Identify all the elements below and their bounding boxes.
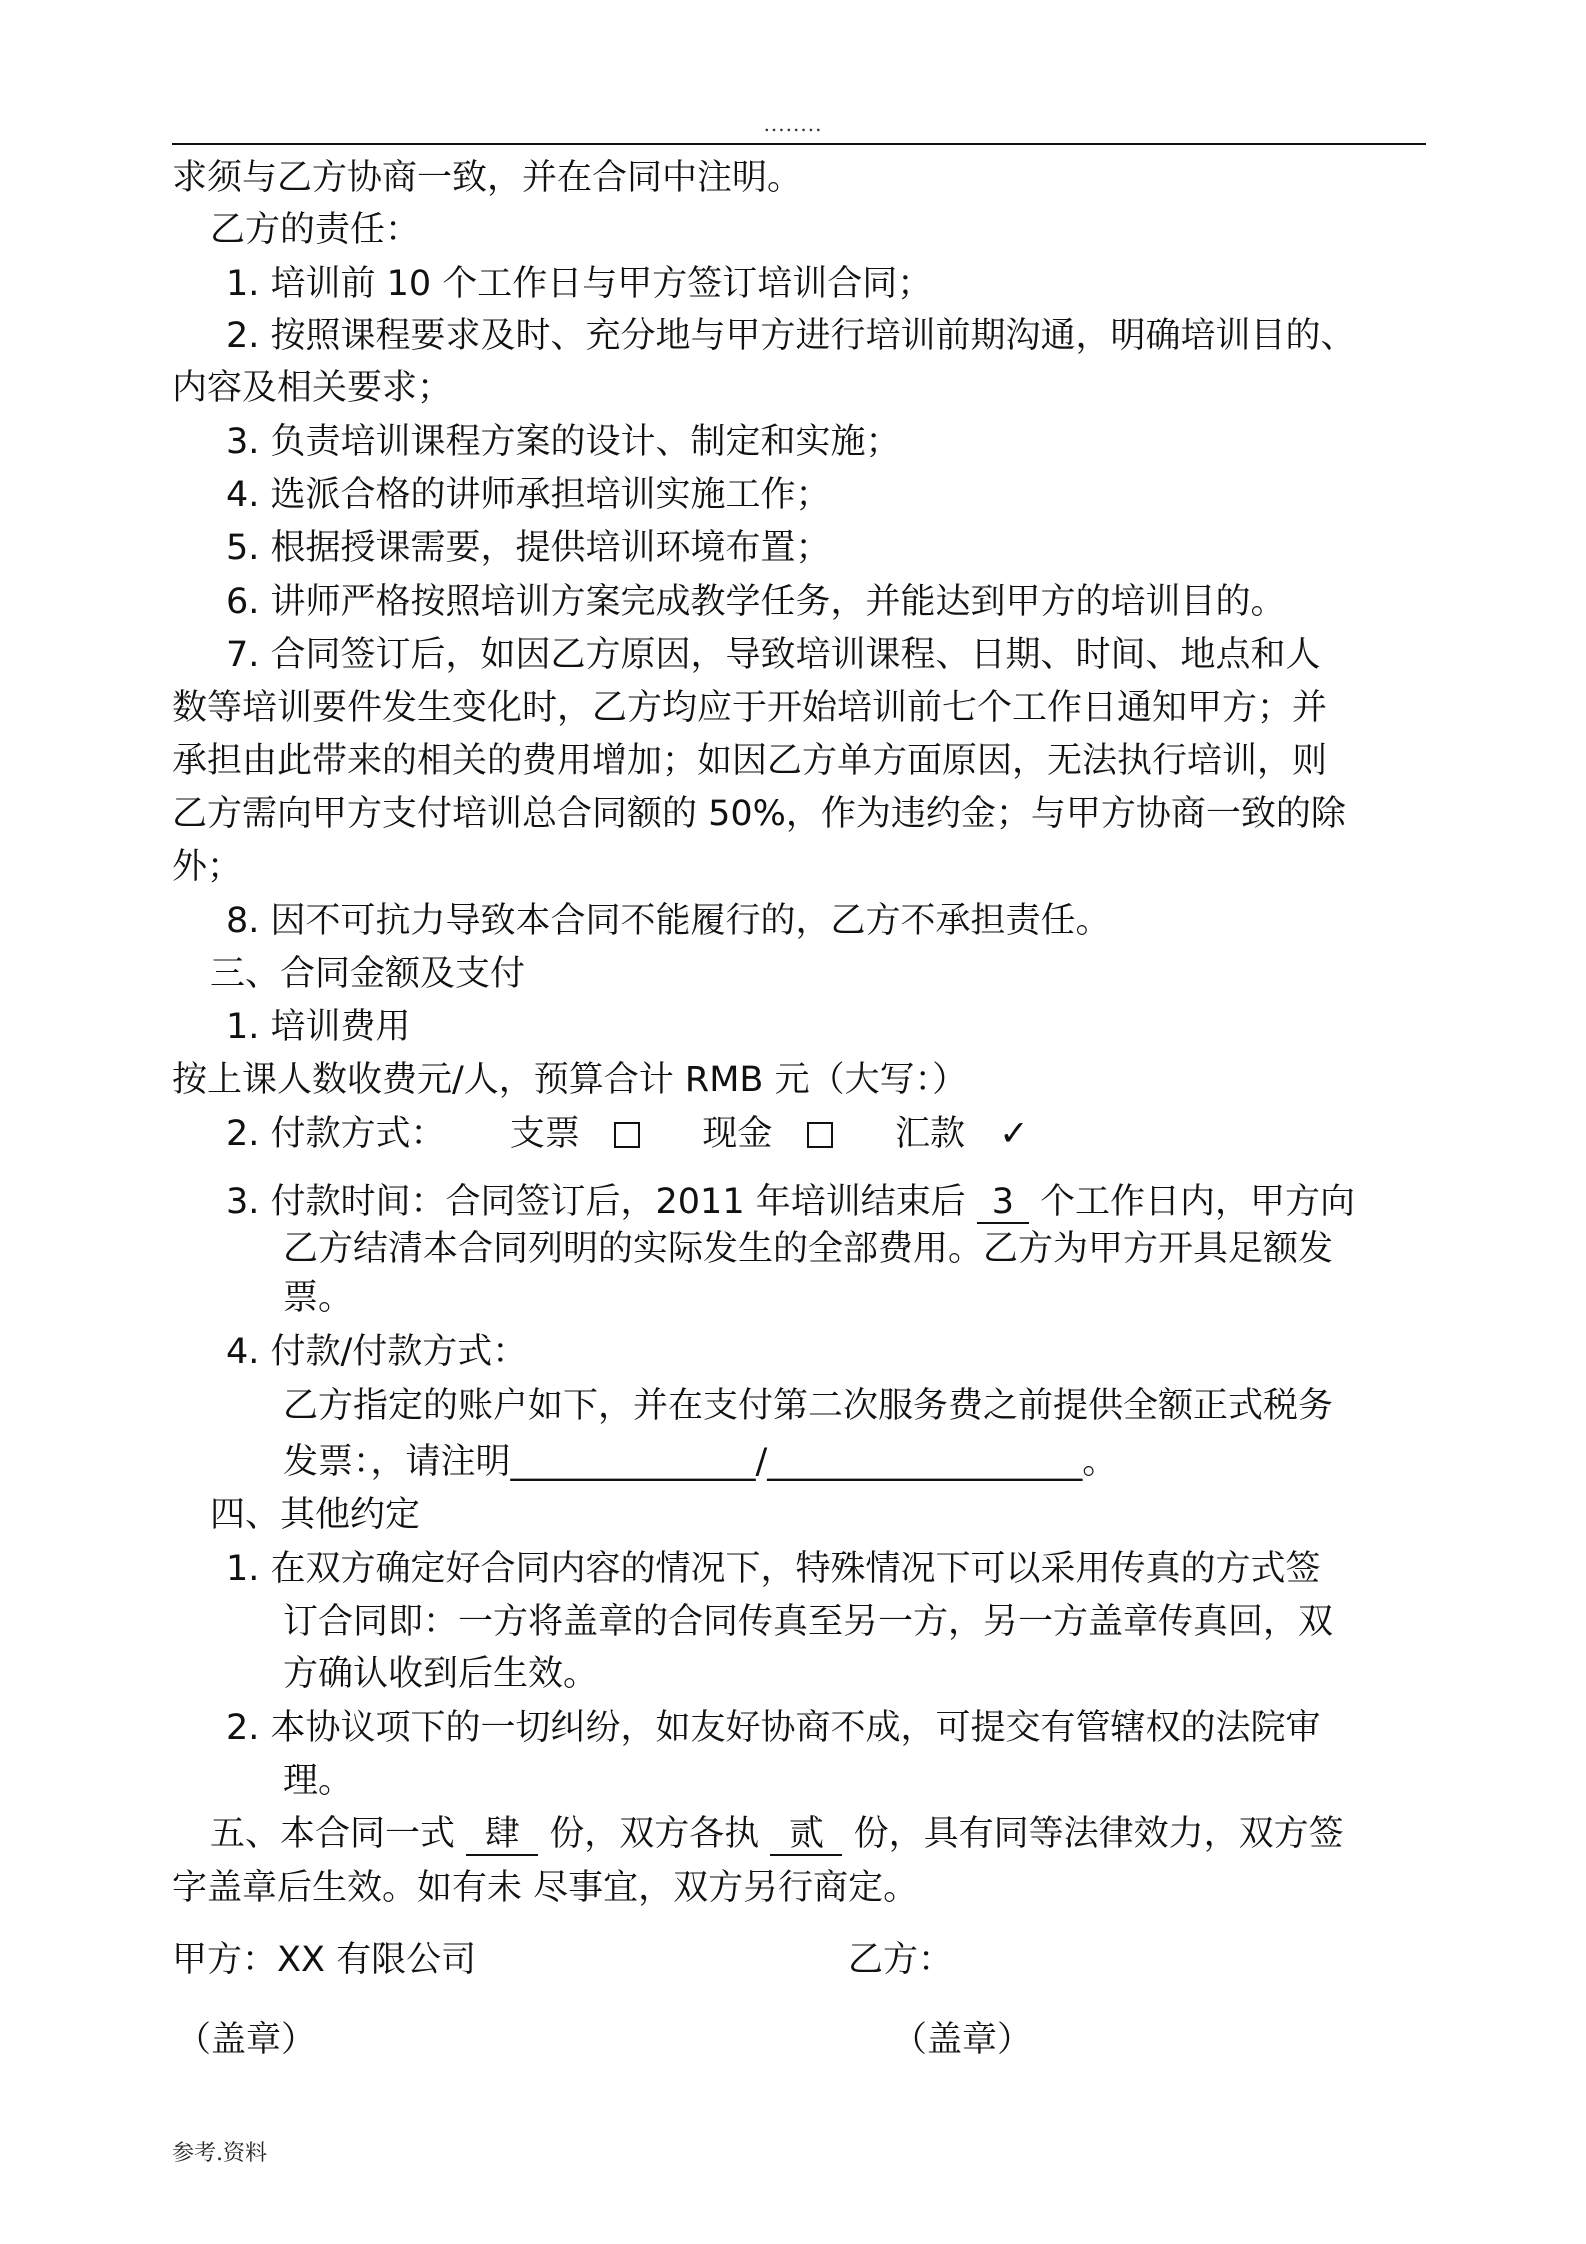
payment-method-label: 2. 付款方式： <box>226 1114 446 1154</box>
list-item: 8. 因不可抗力导致本合同不能履行的，乙方不承担责任。 <box>226 901 1111 941</box>
copies-text: 份，具有同等法律效力，双方签 <box>853 1814 1344 1854</box>
text-line: 方确认收到后生效。 <box>283 1654 599 1694</box>
list-item: 1. 培训费用 <box>226 1007 411 1047</box>
list-item: 7. 合同签订后，如因乙方原因，导致培训课程、日期、时间、地点和人 <box>226 635 1321 675</box>
option-cash-label: 现金 <box>702 1114 773 1154</box>
list-item: 2. 按照课程要求及时、充分地与甲方进行培训前期沟通，明确培训目的、 <box>226 316 1356 356</box>
list-item: 1. 培训前 10 个工作日与甲方签订培训合同； <box>226 264 933 304</box>
option-cheque-label: 支票 <box>509 1114 580 1154</box>
payment-time-text: 3. 付款时间：合同签订后，2011 年培训结束后 <box>226 1182 966 1222</box>
footer-note: 参考.资料 <box>172 2141 267 2166</box>
text-line: 数等培训要件发生变化时，乙方均应于开始培训前七个工作日通知甲方；并 <box>172 688 1328 728</box>
text-line: 字盖章后生效。如有未 尽事宜，双方另行商定。 <box>172 1868 919 1908</box>
payment-time-line <box>0 1176 1586 1228</box>
text-line: 承担由此带来的相关的费用增加；如因乙方单方面原因，无法执行培训，则 <box>172 741 1328 781</box>
text-line: 求须与乙方协商一致，并在合同中注明。 <box>172 158 803 198</box>
option-transfer-label: 汇款 <box>894 1114 965 1154</box>
section-heading: 四、其他约定 <box>210 1495 421 1535</box>
list-item: 4. 付款/付款方式： <box>226 1332 528 1372</box>
text-line: 按上课人数收费元/人，预算合计 RMB 元（大写：） <box>172 1060 968 1100</box>
check-mark-icon: ✓ <box>999 1114 1029 1154</box>
section-heading: 乙方的责任： <box>210 210 421 250</box>
list-item: 5. 根据授课需要，提供培训环境布置； <box>226 528 831 568</box>
each-copies-field: 贰 <box>770 1814 842 1856</box>
party-b-seal: （盖章） <box>892 2020 1033 2060</box>
days-field: 3 <box>977 1182 1029 1224</box>
list-item: 1. 在双方确定好合同内容的情况下，特殊情况下可以采用传真的方式签 <box>226 1549 1321 1589</box>
copies-clause-line <box>0 1808 1586 1860</box>
list-item: 3. 负责培训课程方案的设计、制定和实施； <box>226 422 901 462</box>
text-line: 乙方结清本合同列明的实际发生的全部费用。乙方为甲方开具足额发 <box>283 1229 1334 1269</box>
payment-time-text-end: 个工作日内，甲方向 <box>1040 1182 1356 1222</box>
section-heading: 三、合同金额及支付 <box>210 954 526 994</box>
list-item: 4. 选派合格的讲师承担培训实施工作； <box>226 475 831 515</box>
header-rule <box>172 143 1426 145</box>
text-line: 乙方需向甲方支付培训总合同额的 50%，作为违约金；与甲方协商一致的除 <box>172 794 1346 834</box>
party-a-signature: 甲方：XX 有限公司 <box>172 1940 477 1980</box>
payment-method-line <box>0 1108 1586 1160</box>
text-line: 订合同即：一方将盖章的合同传真至另一方，另一方盖章传真回，双 <box>283 1602 1334 1642</box>
copies-text: 五、本合同一式 <box>210 1814 456 1854</box>
list-item: 6. 讲师严格按照培训方案完成教学任务，并能达到甲方的培训目的。 <box>226 582 1286 622</box>
text-line: 外； <box>172 847 243 887</box>
party-b-signature: 乙方： <box>848 1940 954 1980</box>
list-item: 2. 本协议项下的一切纠纷，如友好协商不成，可提交有管辖权的法院审 <box>226 1708 1321 1748</box>
text-line: 内容及相关要求； <box>172 368 453 408</box>
text-line: 理。 <box>283 1761 354 1801</box>
text-line: 票。 <box>283 1278 354 1318</box>
copies-text: 份，双方各执 <box>549 1814 760 1854</box>
cheque-checkbox[interactable] <box>614 1122 640 1148</box>
account-note-line: 发票：，请注明______________/__________________。 <box>283 1442 1118 1482</box>
header-dots: ........ <box>763 112 823 136</box>
cash-checkbox[interactable] <box>807 1122 833 1148</box>
party-a-seal: （盖章） <box>176 2020 317 2060</box>
text-line: 乙方指定的账户如下，并在支付第二次服务费之前提供全额正式税务 <box>283 1386 1334 1426</box>
total-copies-field: 肆 <box>466 1814 538 1856</box>
